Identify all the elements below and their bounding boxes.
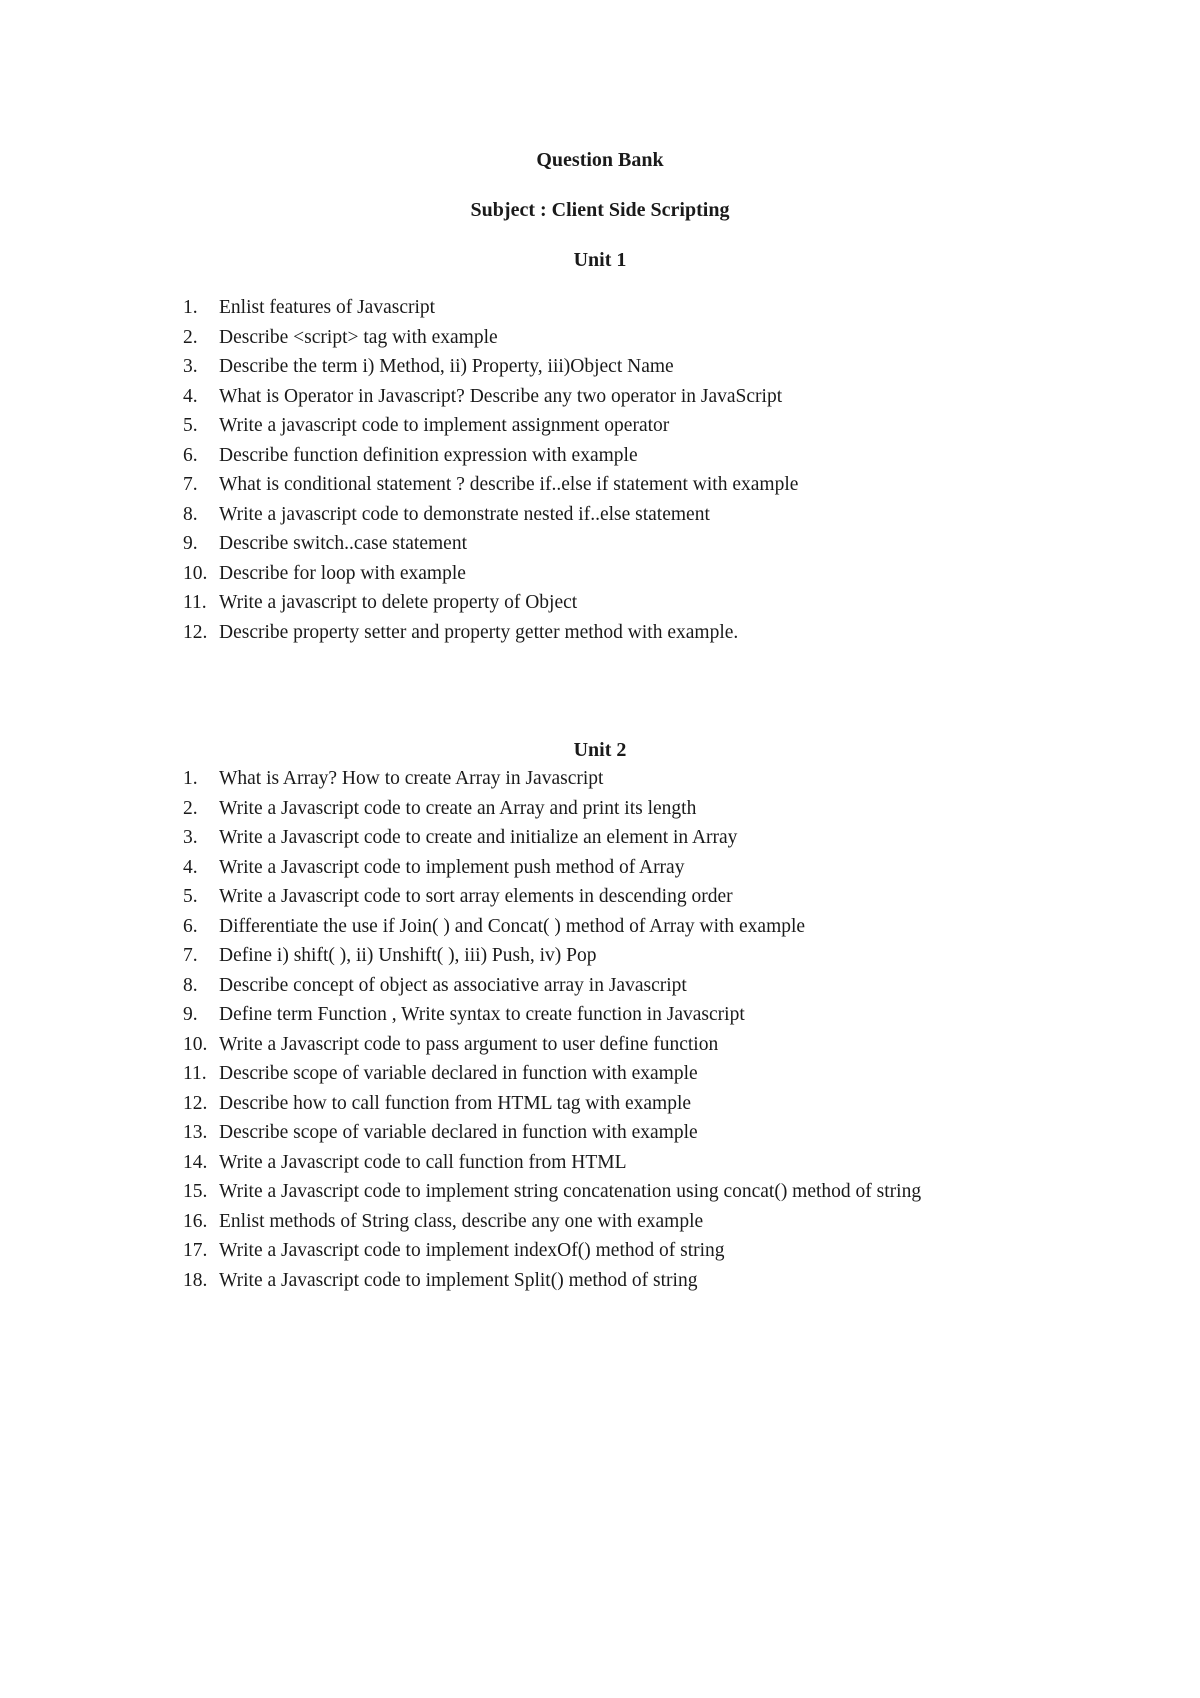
question-item xyxy=(0,411,798,441)
question-number: 8. xyxy=(183,503,198,525)
question-text: Describe <script> tag with example xyxy=(219,326,498,348)
question-item xyxy=(0,1207,921,1237)
question-text: Write a javascript code to demonstrate nested if..else statement xyxy=(219,503,710,525)
unit-1-question-list xyxy=(0,293,798,647)
question-number: 4. xyxy=(183,385,198,407)
question-text: Describe concept of object as associative array in Javascript xyxy=(219,974,687,996)
question-item xyxy=(0,470,798,500)
question-text: Describe function definition expression with example xyxy=(219,444,638,466)
question-number: 6. xyxy=(183,444,198,466)
question-text: Define i) shift( ), ii) Unshift( ), iii) Push, iv) Pop xyxy=(219,945,597,966)
question-number: 2. xyxy=(183,797,198,819)
question-item xyxy=(0,293,798,323)
question-number: 5. xyxy=(183,415,198,436)
unit-1-heading: Unit 1 xyxy=(573,249,627,271)
question-item xyxy=(0,1089,921,1119)
question-item xyxy=(0,882,921,912)
question-item xyxy=(0,794,921,824)
question-number: 4. xyxy=(183,856,198,878)
question-number: 5. xyxy=(183,886,198,907)
question-text: What is Operator in Javascript? Describe any two operator in JavaScript xyxy=(219,385,783,407)
question-text: Write a Javascript code to call function from HTML xyxy=(219,1151,627,1173)
question-text: Write a Javascript code to implement push method of Array xyxy=(219,856,685,878)
question-item xyxy=(0,382,798,412)
question-text: Describe for loop with example xyxy=(219,562,466,584)
question-number: 12. xyxy=(183,1092,208,1114)
question-number: 7. xyxy=(183,945,198,966)
question-item xyxy=(0,529,798,559)
question-number: 15. xyxy=(183,1181,208,1202)
question-text: Write a Javascript code to sort array elements in descending order xyxy=(219,886,733,907)
question-number: 10. xyxy=(183,562,208,584)
question-item xyxy=(0,323,798,353)
question-text: Write a Javascript code to create and initialize an element in Array xyxy=(219,827,738,848)
question-item xyxy=(0,764,921,794)
question-text: Describe scope of variable declared in function with example xyxy=(219,1122,698,1143)
question-text: Write a Javascript code to create an Array and print its length xyxy=(219,797,697,819)
question-item xyxy=(0,971,921,1001)
question-text: Enlist methods of String class, describe any one with example xyxy=(219,1210,704,1232)
question-text: Write a Javascript code to implement Split() method of string xyxy=(219,1269,698,1291)
question-item xyxy=(0,441,798,471)
question-item xyxy=(0,823,921,853)
question-item xyxy=(0,853,921,883)
question-text: Describe how to call function from HTML tag with example xyxy=(219,1092,692,1114)
question-text: Define term Function , Write syntax to create function in Javascript xyxy=(219,1004,745,1025)
question-number: 3. xyxy=(183,356,198,377)
question-item xyxy=(0,1118,921,1148)
question-item xyxy=(0,352,798,382)
question-item xyxy=(0,1148,921,1178)
question-number: 1. xyxy=(183,297,198,318)
unit-2-heading: Unit 2 xyxy=(573,739,627,761)
question-text: Describe switch..case statement xyxy=(219,533,467,554)
question-text: Write a Javascript code to implement string concatenation using concat() method of string xyxy=(219,1181,922,1202)
question-text: Write a Javascript code to implement indexOf() method of string xyxy=(219,1240,725,1261)
question-item xyxy=(0,1030,921,1060)
question-number: 12. xyxy=(183,621,208,643)
question-text: Enlist features of Javascript xyxy=(219,297,436,318)
question-item xyxy=(0,500,798,530)
subject-heading: Subject : Client Side Scripting xyxy=(470,199,730,221)
question-item xyxy=(0,1059,921,1089)
question-number: 18. xyxy=(183,1269,208,1291)
question-text: Describe scope of variable declared in function with example xyxy=(219,1063,698,1084)
question-number: 11. xyxy=(183,1063,207,1084)
question-text: Describe the term i) Method, ii) Property, iii)Object Name xyxy=(219,356,674,377)
question-text: Write a javascript to delete property of Object xyxy=(219,592,578,613)
question-number: 11. xyxy=(183,592,207,613)
question-item xyxy=(0,559,798,589)
question-item xyxy=(0,941,921,971)
question-number: 9. xyxy=(183,533,198,554)
question-number: 2. xyxy=(183,326,198,348)
question-text: What is conditional statement ? describe if..else if statement with example xyxy=(219,474,799,495)
question-number: 3. xyxy=(183,827,198,848)
question-number: 16. xyxy=(183,1210,208,1232)
question-text: Differentiate the use if Join( ) and Concat( ) method of Array with example xyxy=(219,915,806,937)
question-number: 10. xyxy=(183,1033,208,1055)
question-number: 1. xyxy=(183,768,198,789)
unit-2-question-list xyxy=(0,764,921,1295)
question-item xyxy=(0,618,798,648)
question-number: 6. xyxy=(183,915,198,937)
question-number: 9. xyxy=(183,1004,198,1025)
question-text: Write a javascript code to implement assignment operator xyxy=(219,415,670,436)
question-text: Describe property setter and property getter method with example. xyxy=(219,621,739,643)
question-number: 13. xyxy=(183,1122,208,1143)
question-item xyxy=(0,1177,921,1207)
question-number: 7. xyxy=(183,474,198,495)
question-item xyxy=(0,1266,921,1296)
document-title: Question Bank xyxy=(536,149,664,171)
question-item xyxy=(0,1000,921,1030)
question-number: 14. xyxy=(183,1151,208,1173)
question-item xyxy=(0,1236,921,1266)
question-text: Write a Javascript code to pass argument to user define function xyxy=(219,1033,719,1055)
question-number: 17. xyxy=(183,1240,208,1261)
question-item xyxy=(0,588,798,618)
question-text: What is Array? How to create Array in Javascript xyxy=(219,768,604,789)
question-item xyxy=(0,912,921,942)
question-number: 8. xyxy=(183,974,198,996)
